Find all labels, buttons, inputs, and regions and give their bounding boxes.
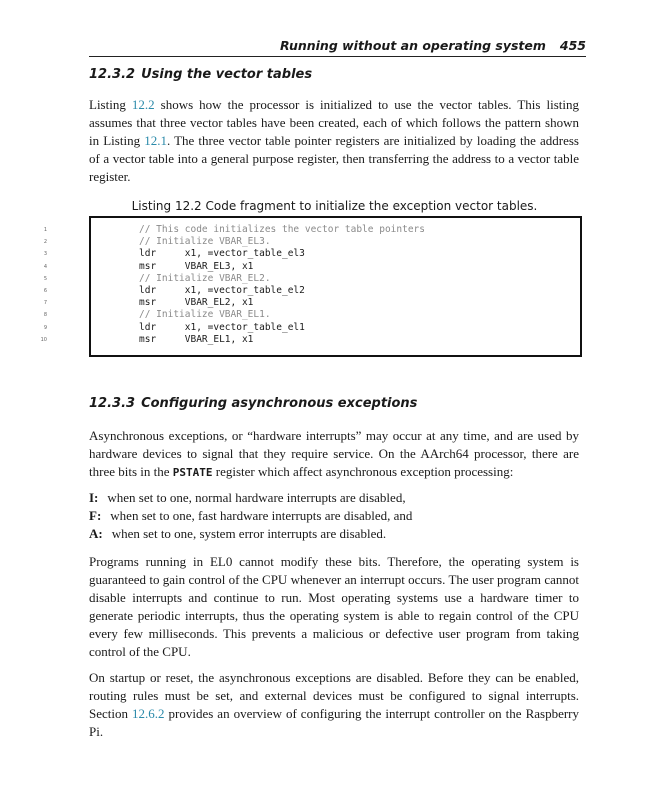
code-instruction: ldr x1, =vector_table_el1 [139,321,305,333]
code-instruction: ldr x1, =vector_table_el3 [139,248,305,260]
paragraph-text: register which affect asynchronous exception processing: [212,464,514,479]
list-item [89,525,579,543]
section-heading-12-3-3 [89,396,417,411]
line-number: 8 [43,312,47,319]
line-number: 10 [40,336,47,343]
code-instruction: msr VBAR_EL2, x1 [139,297,254,309]
register-name: PSTATE [172,466,213,479]
paragraph-startup [89,669,579,741]
paragraph-text: . The three vector table pointer registers are initialized by loading the address of a vector table into a general purpose register, then transferring the address to a vector table register. [89,133,579,184]
code-listing [40,216,582,357]
list-item [89,507,579,525]
paragraph-text: Listing [89,97,132,112]
listing-caption: Listing 12.2 Code fragment to initialize the exception vector tables. [131,199,538,213]
code-comment: // Initialize VBAR_EL3. [139,236,271,248]
code-line [43,236,580,248]
bit-description: when set to one, fast hardware interrupts are disabled, and [110,508,413,523]
line-number: 4 [43,263,47,270]
section-number: 12.3.2 [89,67,136,82]
paragraph-text: shows how the processor is initialized to use the vector tables. This listing assumes that three vector tables have been created, each of which follows the pattern shown in Listing [89,97,579,148]
code-instruction: msr VBAR_EL3, x1 [139,260,254,272]
code-line [43,285,580,297]
pstate-bit-list [89,489,579,543]
bit-description: when set to one, normal hardware interrupts are disabled, [107,490,406,505]
code-line [43,309,580,321]
paragraph-text: provides an overview of configuring the interrupt controller on the Raspberry Pi. [89,706,579,739]
line-number: 2 [43,239,47,246]
paragraph-text: Programs running in EL0 cannot modify these bits. Therefore, the operating system is guaranteed to gain control of the CPU whenever an interrupt occurs. The user program cannot disable interrupts and continue to run. Most operating systems use a hardware timer to generate periodic interrupts, thus the operating system is able to regain control of the CPU every few milliseconds. This prevents a malicious or defective user program from taking control of the CPU. [89,554,579,659]
code-line [43,248,580,260]
page-number: 455 [559,38,586,53]
code-comment: // Initialize VBAR_EL2. [139,272,271,284]
bit-key: A: [89,526,103,541]
code-line [43,321,580,334]
section-number: 12.3.3 [89,396,136,411]
line-number: 6 [43,288,47,294]
code-comment: // Initialize VBAR_EL1. [139,309,271,321]
line-number: 3 [43,251,47,258]
code-line [40,333,580,346]
paragraph-vector-tables [89,96,579,186]
cross-reference-link[interactable]: 12.2 [131,97,155,112]
paragraph-text: On startup or reset, the asynchronous exceptions are disabled. Before they can be enabled, routing rules must be set, and external devices must be configured to signal interrupts. Section [89,670,579,721]
paragraph-el0 [89,553,579,661]
code-instruction: ldr x1, =vector_table_el2 [139,285,305,296]
code-line [43,297,580,309]
code-instruction: msr VBAR_EL1, x1 [139,333,254,345]
line-number: 7 [43,300,47,307]
code-line [43,260,580,273]
running-head [280,38,586,53]
code-line [43,272,580,285]
line-number: 9 [43,324,47,331]
cross-reference-link[interactable]: 12.6.2 [132,706,165,721]
bit-key: F: [89,508,102,523]
running-head-title: Running without an operating system [280,38,546,53]
section-title: Configuring asynchronous exceptions [141,396,418,411]
section-title: Using the vector tables [141,67,313,82]
paragraph-text: Asynchronous exceptions, or “hardware interrupts” may occur at any time, and are used by hardware devices to signal that they require service. On the AArch64 processor, there are three bits in the [89,428,579,479]
header-rule [89,56,586,57]
paragraph-async-intro [89,427,579,482]
bit-description: when set to one, system error interrupts are disabled. [111,526,387,541]
section-heading-12-3-2 [89,67,312,82]
line-number: 1 [43,227,47,233]
cross-reference-link[interactable]: 12.1 [144,133,167,148]
code-line [43,224,580,236]
bit-key: I: [89,490,99,505]
code-comment: // This code initializes the vector table pointers [139,224,425,235]
line-number: 5 [43,275,47,282]
list-item [89,489,579,507]
